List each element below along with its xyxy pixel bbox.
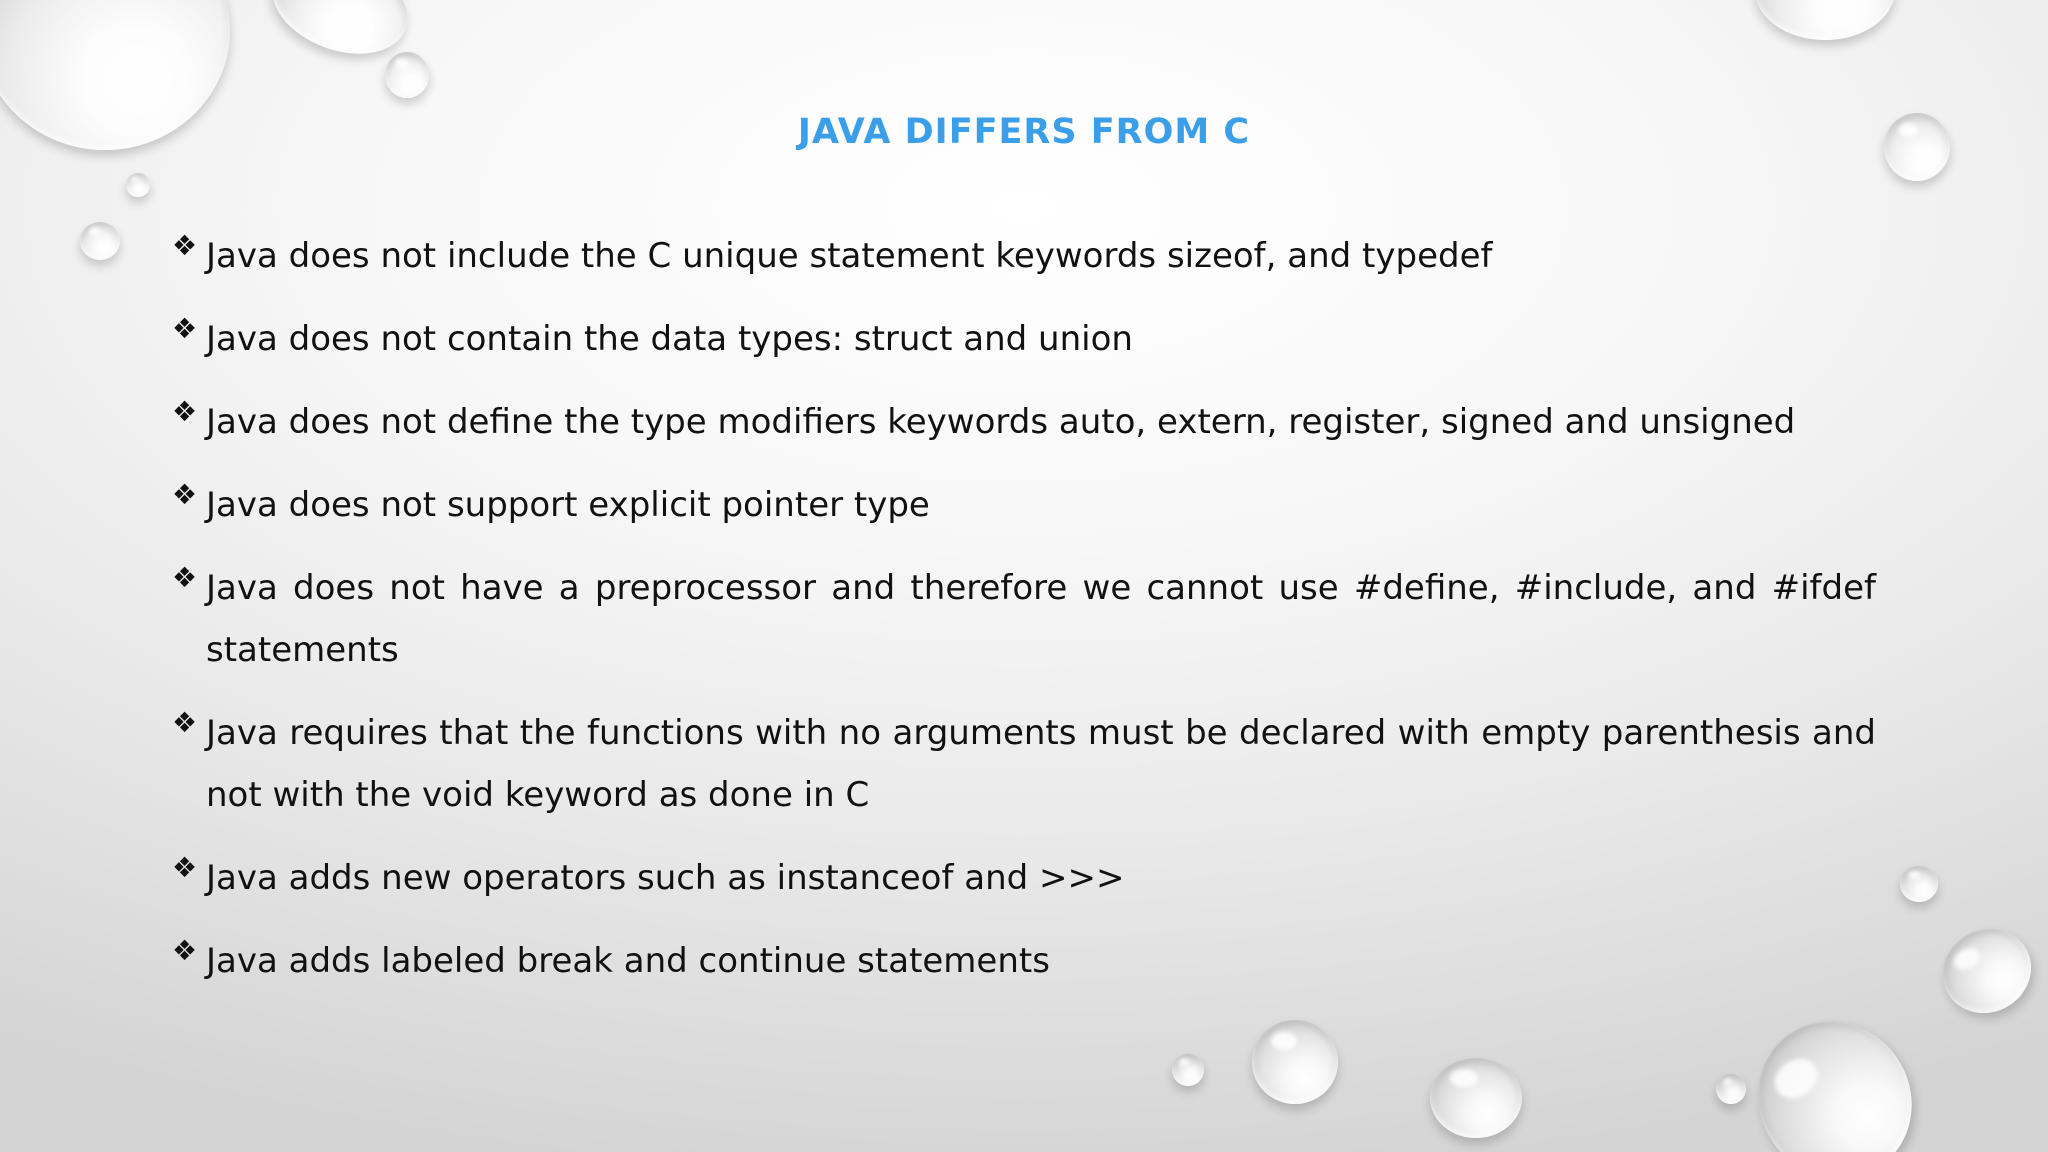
bullet-item — [172, 474, 1876, 536]
four-diamond-bullet-icon: ❖ — [172, 395, 198, 428]
bullet-item — [172, 308, 1876, 370]
bullet-text: Java does not define the type modifiers keywords auto, extern, register, signed and unsigned — [206, 402, 1796, 442]
bullet-text: Java does not contain the data types: struct and union — [206, 319, 1133, 359]
bullet-item — [172, 225, 1876, 287]
water-drop-decoration — [1755, 0, 1895, 40]
four-diamond-bullet-icon: ❖ — [172, 312, 198, 345]
water-drop-decoration — [1716, 1074, 1746, 1104]
four-diamond-bullet-icon: ❖ — [172, 561, 198, 594]
four-diamond-bullet-icon: ❖ — [172, 229, 198, 262]
four-diamond-bullet-icon: ❖ — [172, 478, 198, 511]
water-drop-decoration — [1430, 1058, 1522, 1138]
bullet-item — [172, 391, 1876, 453]
bullet-text: Java adds new operators such as instanceof and >>> — [206, 858, 1125, 898]
bullet-text: Java adds labeled break and continue statements — [206, 941, 1050, 981]
bullet-item — [172, 930, 1876, 992]
bullet-item — [172, 702, 1876, 826]
water-drop-decoration — [80, 222, 120, 260]
water-drop-decoration — [1728, 991, 1943, 1152]
four-diamond-bullet-icon: ❖ — [172, 851, 198, 884]
water-drop-decoration — [126, 173, 150, 197]
bullet-text: Java does not support explicit pointer type — [206, 485, 930, 525]
slide-title: JAVA DIFFERS FROM C — [797, 112, 1251, 152]
bullet-text: Java does not include the C unique statement keywords sizeof, and typedef — [206, 236, 1493, 276]
four-diamond-bullet-icon: ❖ — [172, 706, 198, 739]
water-drop-decoration — [385, 52, 429, 98]
water-drop-decoration — [1252, 1020, 1338, 1104]
bullet-item — [172, 847, 1876, 909]
water-drop-decoration — [1900, 866, 1938, 902]
bullet-text: Java requires that the functions with no arguments must be declared with empty parenthesis and not with the void keyword as done in C — [206, 713, 1876, 815]
bullet-item — [172, 557, 1876, 681]
bullet-text: Java does not have a preprocessor and therefore we cannot use #define, #include, and #ifdef statements — [206, 568, 1876, 670]
bullet-list — [172, 225, 1876, 1013]
water-drop-decoration — [1928, 913, 2047, 1029]
four-diamond-bullet-icon: ❖ — [172, 934, 198, 967]
water-drop-decoration — [1172, 1054, 1204, 1086]
